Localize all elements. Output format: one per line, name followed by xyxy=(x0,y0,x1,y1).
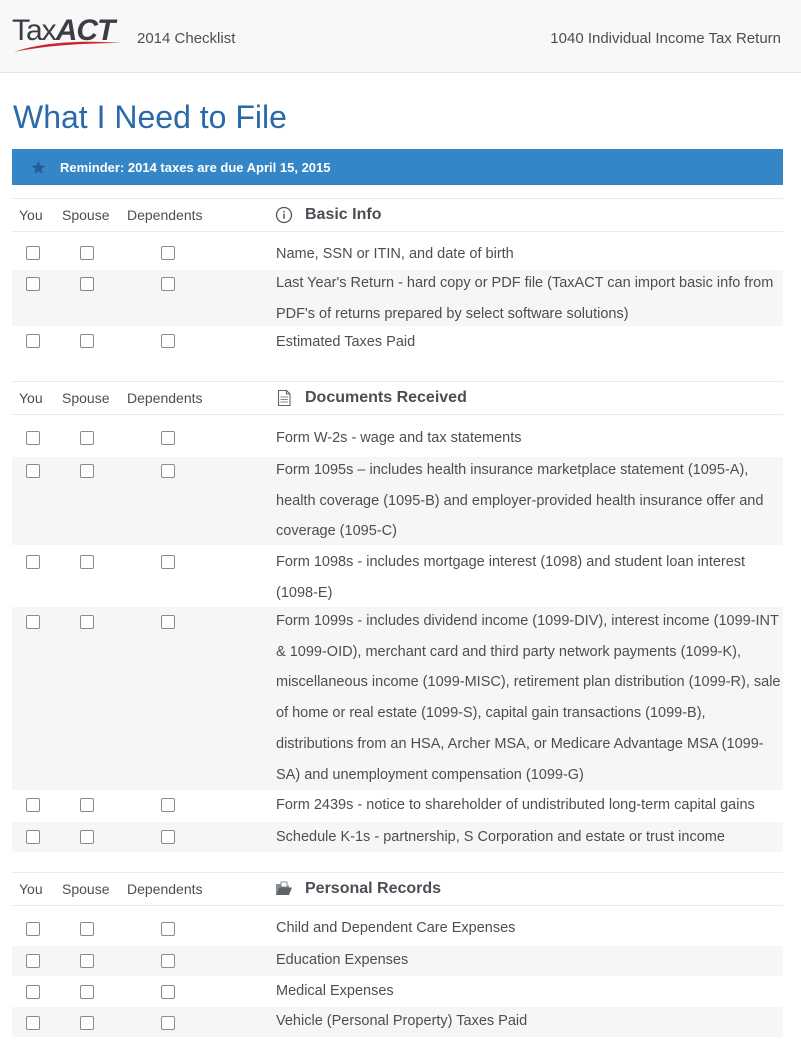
checkbox-spouse[interactable] xyxy=(80,922,94,936)
row-text: Education Expenses xyxy=(276,952,409,968)
checkbox-you[interactable] xyxy=(26,798,40,812)
checklist-row xyxy=(12,946,783,976)
column-spouse: Spouse xyxy=(62,390,110,406)
row-text: Form 1099s - includes dividend income (1099-DIV), interest income (1099-INT & 1099-OID), merchant card and third party network payments (1099-K), miscellaneous income (1099-MISC), retirement plan distribution (1099-R), sale of home or real estate (1099-S), capital gain transactions (1099-B), distributions from an HSA, Archer MSA, or Medicare Advantage MSA (1099-SA) and unemployment compensation (1099-G) xyxy=(276,613,781,783)
checklist-row xyxy=(12,457,783,545)
checkbox-dependents[interactable] xyxy=(161,464,175,478)
section-header xyxy=(12,872,783,906)
checkbox-spouse[interactable] xyxy=(80,830,94,844)
column-you: You xyxy=(19,881,43,897)
section-title: Personal Records xyxy=(305,880,442,897)
checkbox-dependents[interactable] xyxy=(161,431,175,445)
checkbox-spouse[interactable] xyxy=(80,798,94,812)
section-header xyxy=(12,381,783,415)
checkbox-spouse[interactable] xyxy=(80,431,94,445)
row-text: Name, SSN or ITIN, and date of birth xyxy=(276,246,514,262)
checkbox-dependents[interactable] xyxy=(161,334,175,348)
column-dependents: Dependents xyxy=(127,881,203,897)
checkbox-you[interactable] xyxy=(26,922,40,936)
column-dependents: Dependents xyxy=(127,207,203,223)
checkbox-you[interactable] xyxy=(26,555,40,569)
checkbox-you[interactable] xyxy=(26,615,40,629)
column-spouse: Spouse xyxy=(62,881,110,897)
checkbox-dependents[interactable] xyxy=(161,922,175,936)
row-text: Schedule K-1s - partnership, S Corporation and estate or trust income xyxy=(276,829,725,845)
checklist-row xyxy=(12,1007,783,1037)
row-text: Vehicle (Personal Property) Taxes Paid xyxy=(276,1013,528,1029)
row-text: Form 1095s – includes health insurance marketplace statement (1095-A), health coverage (1095-B) and employer-provided health insurance offer and coverage (1095-C) xyxy=(276,462,764,540)
document-icon xyxy=(275,389,293,407)
checkbox-dependents[interactable] xyxy=(161,615,175,629)
checkbox-dependents[interactable] xyxy=(161,277,175,291)
info-icon xyxy=(275,206,293,224)
star-icon xyxy=(31,160,46,175)
column-dependents: Dependents xyxy=(127,390,203,406)
checklist-row xyxy=(12,790,783,822)
checkbox-dependents[interactable] xyxy=(161,985,175,999)
checkbox-spouse[interactable] xyxy=(80,985,94,999)
checklist-row xyxy=(12,545,783,607)
checklist-row xyxy=(12,607,783,790)
checkbox-you[interactable] xyxy=(26,277,40,291)
page-title: What I Need to File xyxy=(13,99,287,135)
checklist-row xyxy=(12,270,783,326)
reminder-banner xyxy=(12,149,783,185)
checkbox-dependents[interactable] xyxy=(161,830,175,844)
logo-swoosh-icon xyxy=(12,40,124,54)
checkbox-you[interactable] xyxy=(26,985,40,999)
folder-icon xyxy=(275,880,293,898)
checkbox-you[interactable] xyxy=(26,246,40,260)
checkbox-dependents[interactable] xyxy=(161,1016,175,1030)
checklist-row xyxy=(12,415,783,457)
row-text: Form 1098s - includes mortgage interest (1098) and student loan interest (1098-E) xyxy=(276,554,746,601)
reminder-text: Reminder: 2014 taxes are due April 15, 2015 xyxy=(60,160,331,175)
checkbox-dependents[interactable] xyxy=(161,954,175,968)
checkbox-you[interactable] xyxy=(26,1016,40,1030)
checkbox-spouse[interactable] xyxy=(80,277,94,291)
section-title: Documents Received xyxy=(305,389,467,406)
form-label: 1040 Individual Income Tax Return xyxy=(550,30,781,47)
checkbox-dependents[interactable] xyxy=(161,555,175,569)
checkbox-spouse[interactable] xyxy=(80,1016,94,1030)
checklist-row xyxy=(12,232,783,270)
checkbox-spouse[interactable] xyxy=(80,555,94,569)
column-spouse: Spouse xyxy=(62,207,110,223)
checkbox-spouse[interactable] xyxy=(80,615,94,629)
checkbox-dependents[interactable] xyxy=(161,246,175,260)
section-title: Basic Info xyxy=(305,206,382,223)
checkbox-you[interactable] xyxy=(26,431,40,445)
checkbox-you[interactable] xyxy=(26,464,40,478)
column-you: You xyxy=(19,207,43,223)
checklist-row xyxy=(12,976,783,1007)
checklist-label: 2014 Checklist xyxy=(137,30,236,47)
row-text: Form W-2s - wage and tax statements xyxy=(276,430,522,446)
checkbox-you[interactable] xyxy=(26,954,40,968)
row-text: Medical Expenses xyxy=(276,983,394,999)
checklist-row xyxy=(12,822,783,852)
checklist-row xyxy=(12,906,783,946)
checkbox-spouse[interactable] xyxy=(80,246,94,260)
checkbox-spouse[interactable] xyxy=(80,464,94,478)
row-text: Estimated Taxes Paid xyxy=(276,334,416,350)
checkbox-spouse[interactable] xyxy=(80,954,94,968)
checkbox-you[interactable] xyxy=(26,334,40,348)
checkbox-dependents[interactable] xyxy=(161,798,175,812)
section-personal-records xyxy=(12,872,783,1037)
logo-word-act: ACT xyxy=(55,14,115,47)
section-basic-info xyxy=(12,198,783,364)
checkbox-you[interactable] xyxy=(26,830,40,844)
section-documents-received xyxy=(12,381,783,852)
section-header xyxy=(12,198,783,232)
header xyxy=(0,0,801,73)
row-text: Form 2439s - notice to shareholder of undistributed long-term capital gains xyxy=(276,797,755,813)
logo-word-tax: Tax xyxy=(12,14,56,47)
checklist-row xyxy=(12,326,783,364)
row-text: Child and Dependent Care Expenses xyxy=(276,920,516,936)
checkbox-spouse[interactable] xyxy=(80,334,94,348)
column-you: You xyxy=(19,390,43,406)
row-text: Last Year's Return - hard copy or PDF file (TaxACT can import basic info from PDF's of returns prepared by select software solutions) xyxy=(276,275,774,322)
taxact-logo[interactable] xyxy=(12,16,127,56)
